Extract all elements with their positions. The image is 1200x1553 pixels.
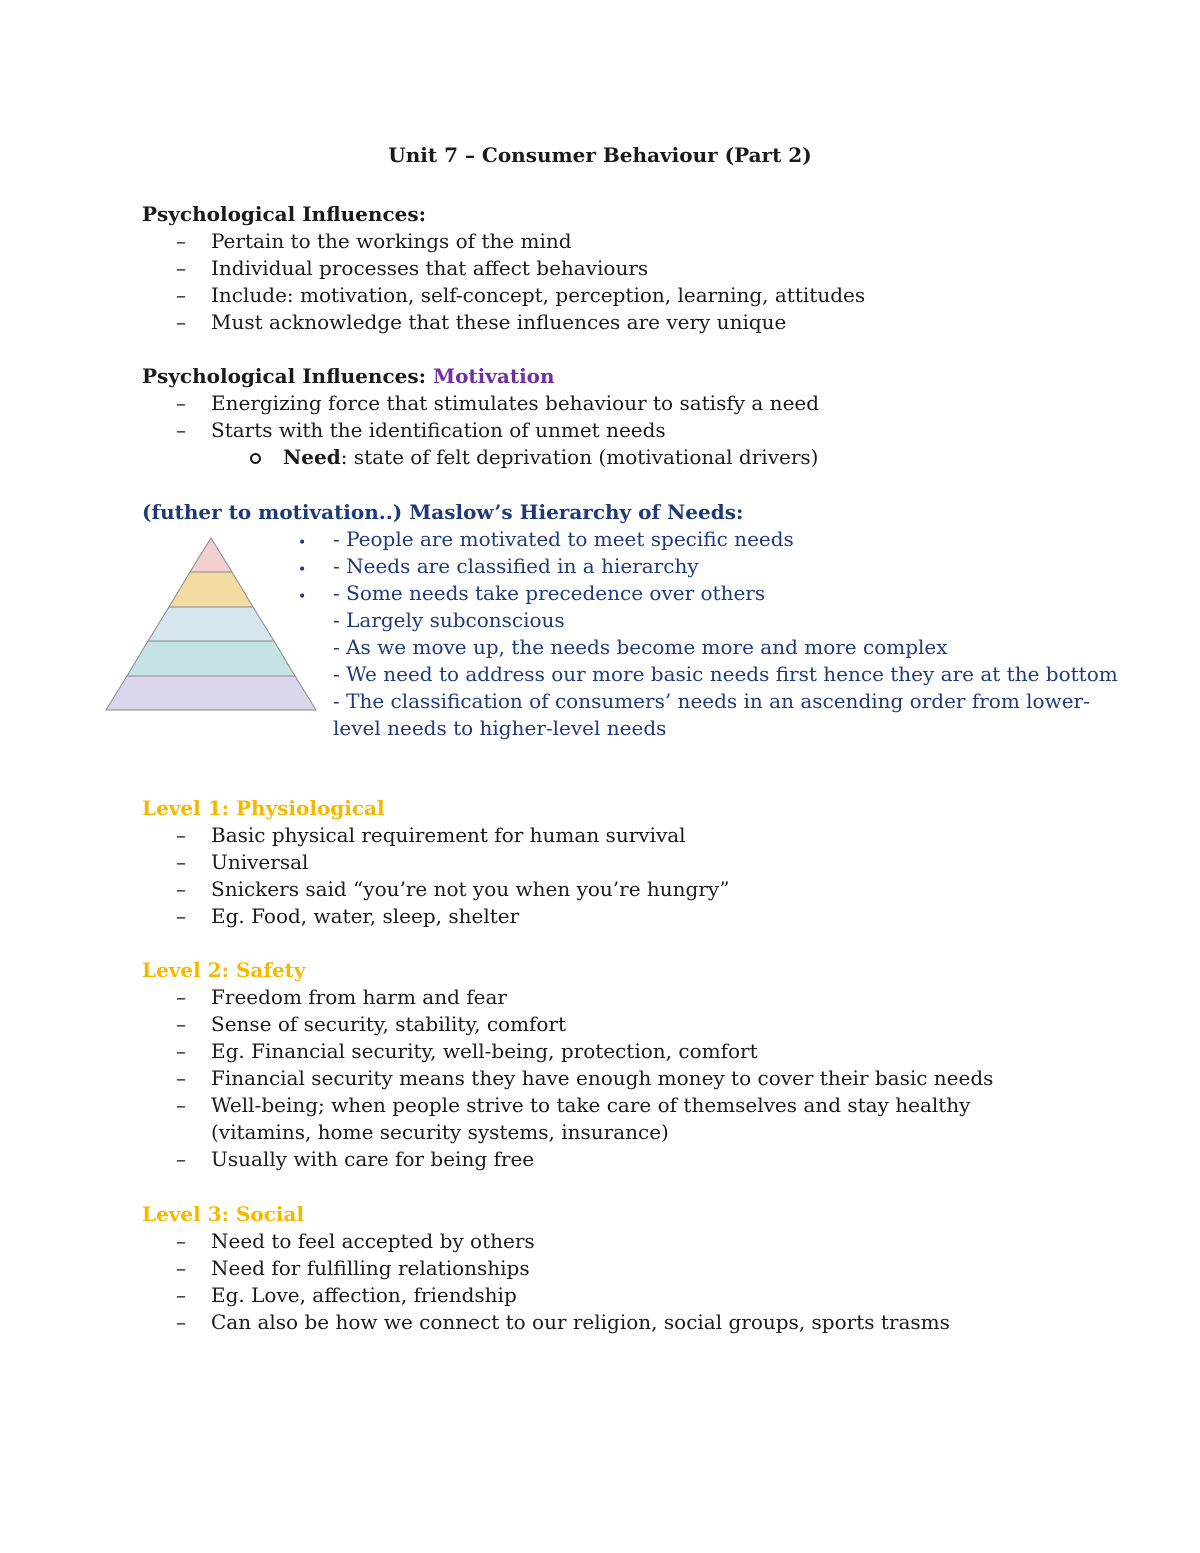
list-item: – Eg. Financial security, well-being, protection, comfort [142,1038,1102,1065]
list-item: - Some needs take precedence over others [333,581,766,605]
maslow-dots [298,530,306,611]
list-item: - Largely subconscious [333,608,565,632]
level3-heading: Level 3: Social [142,1202,305,1226]
level2-list [142,984,1102,1173]
psych-heading: Psychological Influences: [142,202,426,226]
list-item: - As we move up, the needs become more and more complex [333,635,948,659]
list-item: – Well-being; when people strive to take care of themselves and stay healthy (vitamins, home security systems, insurance) [142,1092,1031,1146]
list-item: – Include: motivation, self-concept, perception, learning, attitudes [142,282,1102,309]
maslow-list [333,526,1118,742]
list-item: – Basic physical requirement for human survival [142,822,1102,849]
psych-list [142,228,1102,336]
level3-list [142,1228,1102,1336]
document-title: Unit 7 – Consumer Behaviour (Part 2) [388,143,812,167]
dot-marker: • [298,562,307,578]
list-item: - We need to address our more basic needs first hence they are at the bottom [333,662,1118,686]
circle-bullet-icon [250,453,261,464]
list-item: – Sense of security, stability, comfort [142,1011,1102,1038]
motivation-heading-prefix: Psychological Influences: [142,364,433,388]
motivation-section [142,363,1102,471]
list-item: – Individual processes that affect behaviours [142,255,1102,282]
list-item: – Need to feel accepted by others [142,1228,1102,1255]
level2-heading: Level 2: Safety [142,958,306,982]
list-item: – Starts with the identification of unmet needs [142,417,1102,444]
motivation-heading [142,363,1102,390]
list-item: – Need for fulfilling relationships [142,1255,1102,1282]
list-item: - Needs are classified in a hierarchy [333,554,699,578]
motivation-heading-accent: Motivation [432,364,555,388]
list-item: – Must acknowledge that these influences are very unique [142,309,1102,336]
list-item: – Usually with care for being free [142,1146,1102,1173]
dot-marker: • [298,589,307,605]
pyramid-tier-social [148,607,274,641]
pyramid-tier-esteem [169,572,253,607]
level1-list [142,822,1102,930]
pyramid-tier-self-actualization [190,538,232,572]
list-item: – Energizing force that stimulates behaviour to satisfy a need [142,390,1102,417]
list-item: – Eg. Food, water, sleep, shelter [142,903,1102,930]
psych-section [142,201,1102,336]
maslow-pyramid-diagram [104,536,318,712]
dot-marker: • [298,535,307,551]
list-item: – Snickers said “you’re not you when you’re hungry” [142,876,1102,903]
level1-section [142,795,1102,930]
list-item: - The classification of consumers’ needs in an ascending order from lower- [333,689,1090,713]
level1-heading: Level 1: Physiological [142,796,385,820]
list-item: – Pertain to the workings of the mind [142,228,1102,255]
list-item: – Can also be how we connect to our religion, social groups, sports trasms [142,1309,1102,1336]
pyramid-tier-physiological [106,676,316,710]
list-item: level needs to higher-level needs [333,716,667,740]
list-item: – Freedom from harm and fear [142,984,1102,1011]
list-item: – Eg. Love, affection, friendship [142,1282,1102,1309]
maslow-section [142,499,1102,526]
need-definition [142,444,1102,471]
level3-section [142,1201,1102,1336]
motivation-list [142,390,1102,444]
level2-section [142,957,1102,1173]
list-item: - People are motivated to meet specific needs [333,527,794,551]
maslow-heading: (futher to motivation..) Maslow’s Hierarchy of Needs: [142,500,744,524]
list-item: – Financial security means they have enough money to cover their basic needs [142,1065,1102,1092]
need-term: Need [283,445,341,469]
pyramid-tier-safety [127,641,295,676]
list-item: – Universal [142,849,1102,876]
need-text: : state of felt deprivation (motivational drivers) [340,445,819,469]
